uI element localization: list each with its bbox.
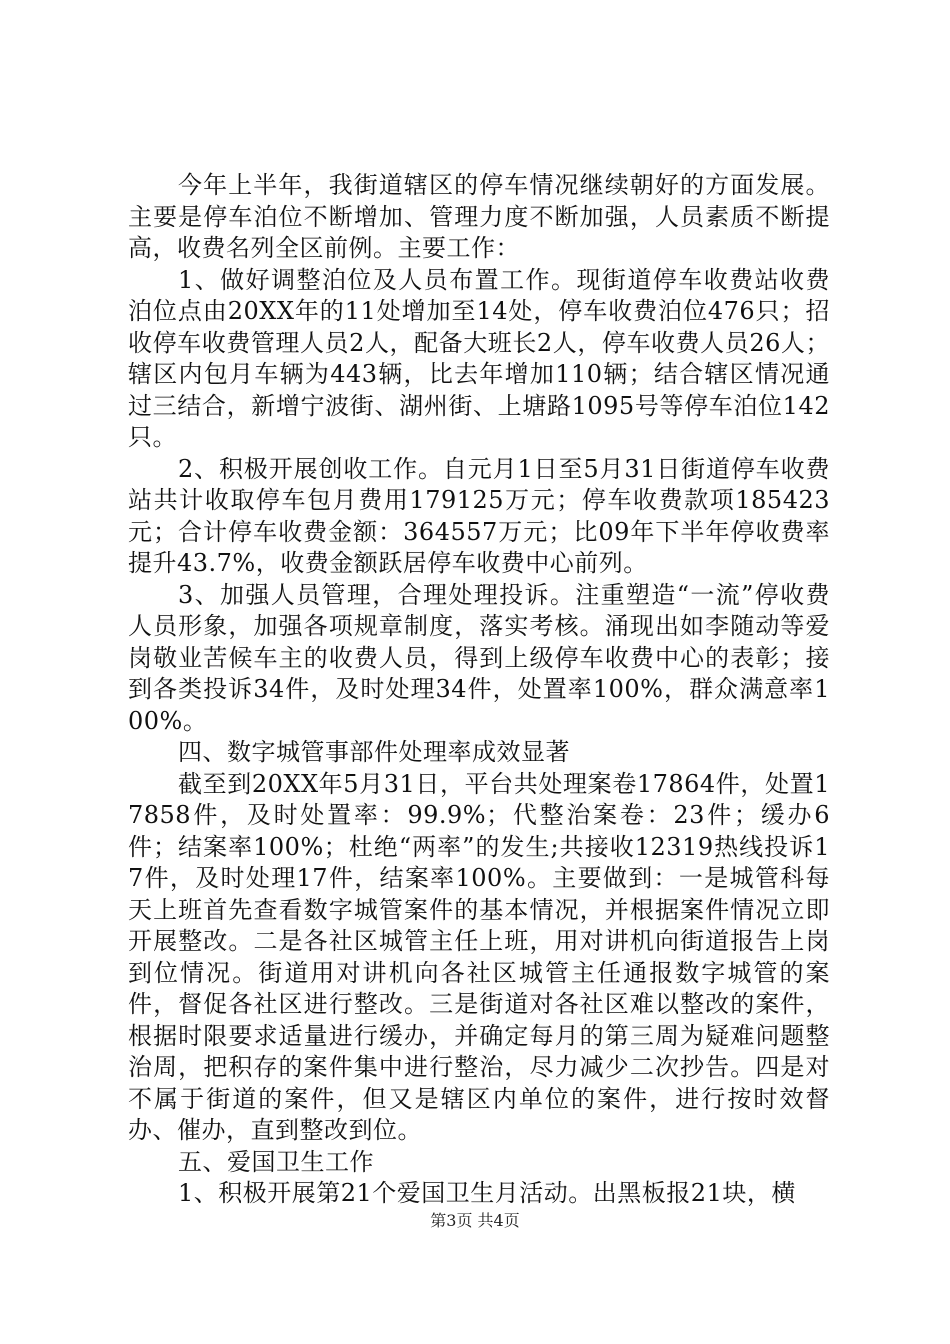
section-5-item-1-paragraph: 1、积极开展第21个爱国卫生月活动。出黑板报21块，横 — [178, 1179, 796, 1207]
parking-item-2-paragraph: 2、积极开展创收工作。自元月1日至5月31日街道停车收费站共计收取停车包月费用179125万元；停车收费款项185423元；合计停车收费金额：364557万元；比09年下半年停收费率提升43.7%，收费金额跃居停车收费中心前列。 — [128, 454, 830, 577]
section-4-paragraph: 截至到20XX年5月31日，平台共处理案卷17864件，处置17858件，及时处置率：99.9%；代整治案卷：23件；缓办6件；结案率100%；杜绝“两率”的发生;共接收12319热线投诉17件，及时处理17件，结案率100%。主要做到：一是城管科每天上班首先查看数字城管案件的基本情况，并根据案件情况立即开展整改。二是各社区城管主任上班，用对讲机向街道报告上岗到位情况。街道用对讲机向各社区城管主任通报数字城管的案件，督促各社区进行整改。三是街道对各社区难以整改的案件，根据时限要求适量进行缓办，并确定每月的第三周为疑难问题整治周，把积存的案件集中进行整治，尽力减少二次抄告。四是对不属于街道的案件，但又是辖区内单位的案件，进行按时效督办、催办，直到整改到位。 — [128, 769, 830, 1144]
page-footer: 第3页 共4页 — [430, 1211, 520, 1230]
document-body — [128, 170, 830, 1210]
parking-item-1-paragraph: 1、做好调整泊位及人员布置工作。现街道停车收费站收费泊位点由20XX年的11处增加至14处，停车收费泊位476只；招收停车收费管理人员2人，配备大班长2人，停车收费人员26人；辖区内包月车辆为443辆，比去年增加110辆；结合辖区情况通过三结合，新增宁波街、湖州街、上塘路1095号等停车泊位142只。 — [128, 265, 830, 451]
section-5-heading: 五、爱国卫生工作 — [178, 1147, 374, 1176]
parking-item-3-paragraph: 3、加强人员管理，合理处理投诉。注重塑造“一流”停收费人员形象，加强各项规章制度，落实考核。涌现出如李随动等爱岗敬业苦候车主的收费人员，得到上级停车收费中心的表彰；接到各类投诉34件，及时处理34件，处置率100%，群众满意率100%。 — [128, 580, 830, 735]
intro-paragraph: 今年上半年，我街道辖区的停车情况继续朝好的方面发展。主要是停车泊位不断增加、管理力度不断加强，人员素质不断提高，收费名列全区前例。主要工作： — [128, 171, 830, 262]
section-4-heading: 四、数字城管事部件处理率成效显著 — [178, 738, 570, 766]
